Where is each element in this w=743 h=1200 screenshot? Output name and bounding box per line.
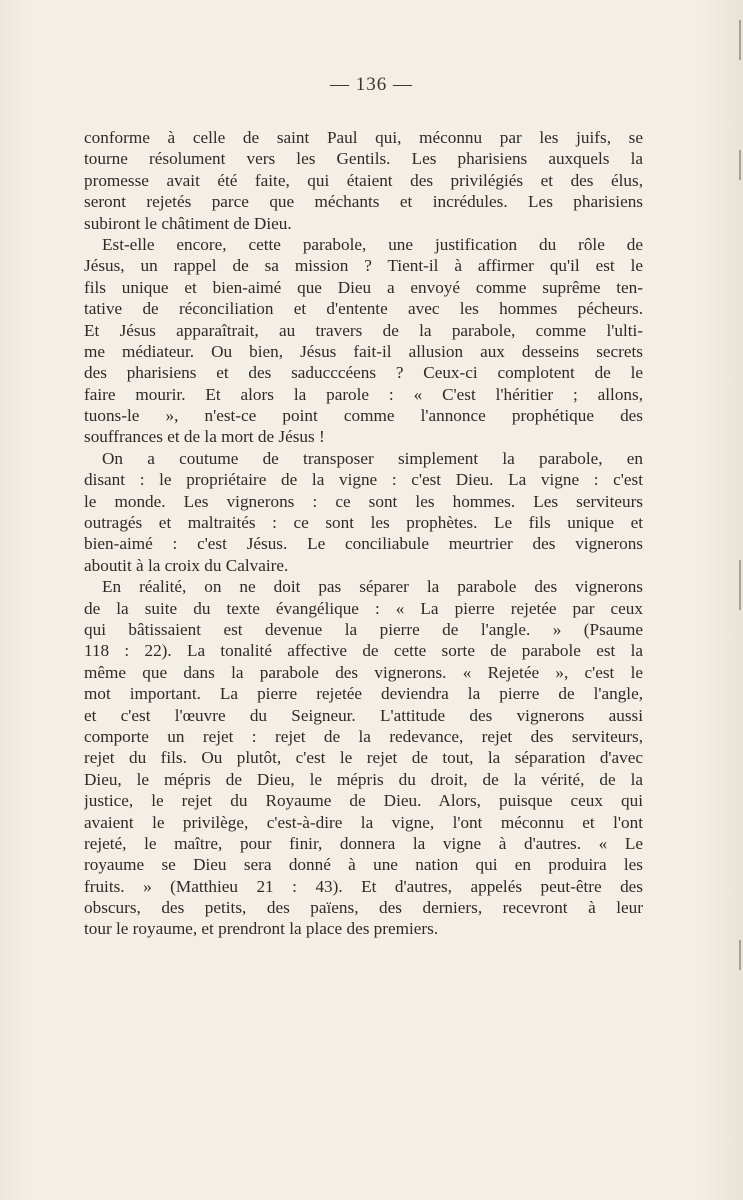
text-line: obscurs, des petits, des païens, des derniers, recevront à leur <box>84 898 643 918</box>
scan-edge-mark <box>739 150 741 180</box>
text-line: souffrances et de la mort de Jésus ! <box>84 427 325 447</box>
text-line: avaient le privilège, c'est-à-dire la vigne, l'ont méconnu et l'ont <box>84 812 643 832</box>
text-line: promesse avait été faite, qui étaient des privilégiés et des élus, <box>84 170 643 190</box>
text-line: tuons-le », n'est-ce point comme l'annonce prophétique des <box>84 406 643 426</box>
text-line: le monde. Les vignerons : ce sont les hommes. Les serviteurs <box>84 491 643 511</box>
text-line: qui bâtissaient est devenue la pierre de l'angle. » (Psaume <box>84 619 643 639</box>
text-line: outragés et maltraités : ce sont les prophètes. Le fils unique et <box>84 513 643 533</box>
text-line: rejeté, le maître, pour finir, donnera la vigne à d'autres. « Le <box>84 833 643 853</box>
text-line: conforme à celle de saint Paul qui, méconnu par les juifs, se <box>84 128 643 147</box>
text-line: tourne résolument vers les Gentils. Les pharisiens auxquels la <box>84 149 643 169</box>
text-line: des pharisiens et des saducccéens ? Ceux-ci complotent de le <box>84 363 643 383</box>
text-line: En réalité, on ne doit pas séparer la parabole des vignerons <box>102 577 643 597</box>
text-line: mot important. La pierre rejetée deviendra la pierre de l'angle, <box>84 684 643 704</box>
scan-edge-mark <box>739 940 741 970</box>
text-line: me médiateur. Ou bien, Jésus fait-il allusion aux desseins secrets <box>84 341 643 361</box>
text-line: subiront le châtiment de Dieu. <box>84 213 292 233</box>
text-line: royaume se Dieu sera donné à une nation qui en produira les <box>84 855 643 875</box>
body-text <box>84 127 643 940</box>
text-line: Et Jésus apparaîtrait, au travers de la parabole, comme l'ulti- <box>84 320 643 340</box>
text-line: Est-elle encore, cette parabole, une justification du rôle de <box>102 234 643 254</box>
page-number: — 136 — <box>330 74 413 95</box>
text-line: fils unique et bien-aimé que Dieu a envoyé comme suprême ten- <box>84 277 643 297</box>
text-line: 118 : 22). La tonalité affective de cette sorte de parabole est la <box>84 641 643 661</box>
text-line: aboutit à la croix du Calvaire. <box>84 555 289 575</box>
text-line: de la suite du texte évangélique : « La pierre rejetée par ceux <box>84 598 643 618</box>
text-line: comporte un rejet : rejet de la redevance, rejet des serviteurs, <box>84 726 643 746</box>
text-line: seront rejetés parce que méchants et incrédules. Les pharisiens <box>84 192 643 212</box>
text-line: tour le royaume, et prendront la place des premiers. <box>84 919 439 939</box>
paragraph-1 <box>84 127 643 234</box>
paragraph-2 <box>84 234 643 448</box>
text-line: fruits. » (Matthieu 21 : 43). Et d'autres, appelés peut-être des <box>84 876 643 896</box>
text-line: Jésus, un rappel de sa mission ? Tient-il à affirmer qu'il est le <box>84 256 643 276</box>
text-line: justice, le rejet du Royaume de Dieu. Alors, puisque ceux qui <box>84 791 643 811</box>
text-line: bien-aimé : c'est Jésus. Le conciliabule meurtrier des vignerons <box>84 534 643 554</box>
text-line: Dieu, le mépris de Dieu, le mépris du droit, de la vérité, de la <box>84 769 643 789</box>
text-line: tative de réconciliation et d'entente avec les hommes pécheurs. <box>84 299 643 319</box>
paragraph-4 <box>84 576 643 940</box>
text-line: et c'est l'œuvre du Seigneur. L'attitude des vignerons aussi <box>84 705 643 725</box>
paragraph-3 <box>84 448 643 576</box>
text-line: disant : le propriétaire de la vigne : c'est Dieu. La vigne : c'est <box>84 470 643 490</box>
scan-edge-mark <box>739 20 741 60</box>
scan-edge-mark <box>739 560 741 610</box>
text-line: même que dans la parabole des vignerons. « Rejetée », c'est le <box>84 662 643 682</box>
text-line: rejet du fils. Ou plutôt, c'est le rejet de tout, la séparation d'avec <box>84 748 643 768</box>
text-line: On a coutume de transposer simplement la parabole, en <box>102 448 643 468</box>
text-line: faire mourir. Et alors la parole : « C'est l'héritier ; allons, <box>84 384 643 404</box>
